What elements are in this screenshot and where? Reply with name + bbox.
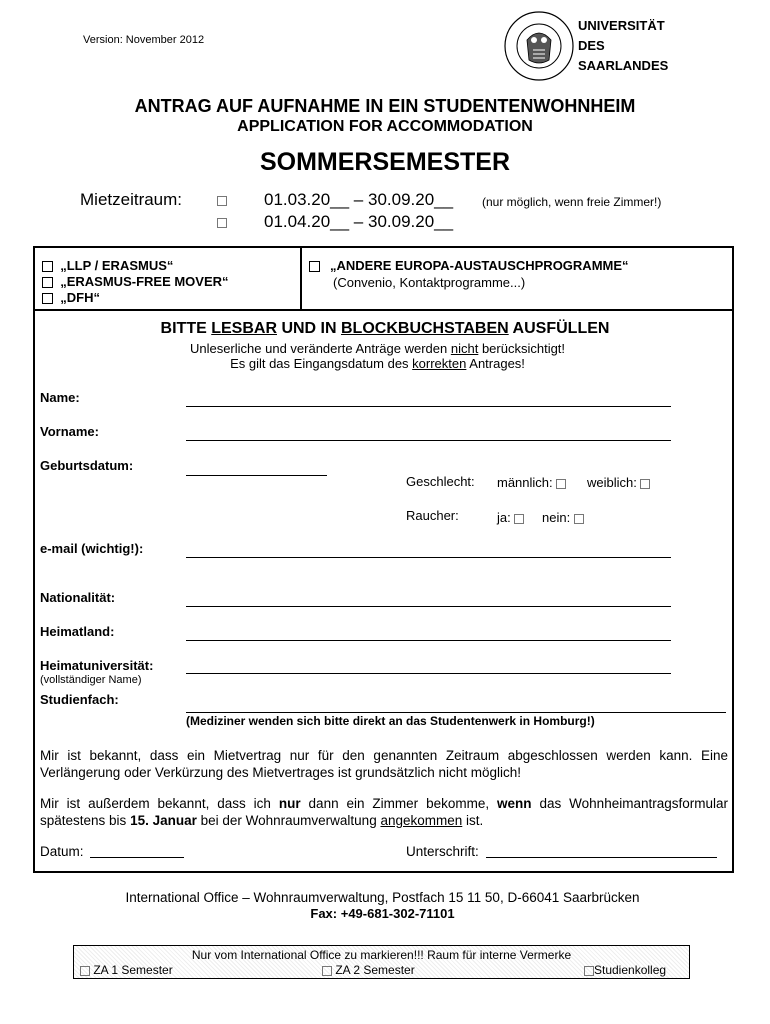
raucher-ja: ja: <box>497 510 524 525</box>
program-erasmus-free-mover-checkbox[interactable] <box>42 277 53 288</box>
unterschrift-field[interactable] <box>486 857 717 858</box>
program-llp-erasmus-checkbox[interactable] <box>42 261 53 272</box>
nationalitaet-label: Nationalität: <box>40 590 116 605</box>
email-label: e-mail (wichtig!): <box>40 541 144 556</box>
name-field[interactable] <box>186 406 671 407</box>
program-dfh[interactable]: „DFH“ <box>42 290 229 306</box>
name-label: Name: <box>40 390 80 405</box>
geschlecht-label: Geschlecht: <box>406 474 475 489</box>
studienfach-field[interactable] <box>186 712 726 713</box>
rental-option1-note: (nur möglich, wenn freie Zimmer!) <box>482 195 662 209</box>
vorname-field[interactable] <box>186 440 671 441</box>
terms-paragraph-2: Mir ist außerdem bekannt, dass ich nur dann ein Zimmer bekomme, wenn das Wohnheimantragsformular spätestens bis 15. Januar bei der Wohnraumverwaltung angekommen ist. <box>40 796 728 828</box>
office-za2: ZA 2 Semester <box>322 963 415 977</box>
raucher-nein: nein: <box>542 510 584 525</box>
version-label: Version: November 2012 <box>83 34 205 46</box>
university-name <box>578 16 668 76</box>
university-seal <box>503 10 575 82</box>
studienfach-label: Studienfach: <box>40 692 119 707</box>
program-llp-erasmus[interactable]: „LLP / ERASMUS“ <box>42 258 229 274</box>
rental-option1: 01.03.20__ – 30.09.20__ <box>264 190 454 209</box>
geschlecht-maennlich-checkbox[interactable] <box>556 479 566 489</box>
terms-paragraph-1: Mir ist bekannt, dass ein Mietvertrag nur für den genannten Zeitraum abgeschlossen werden kann. Eine Verlängerung oder Verkürzung des Mietvertrages ist grundsätzlich nicht möglich! <box>40 748 728 780</box>
office-za1-checkbox[interactable] <box>80 966 90 976</box>
office-studienkolleg-checkbox[interactable] <box>584 966 594 976</box>
datum-field[interactable] <box>90 857 184 858</box>
geschlecht-maennlich: männlich: <box>497 475 566 490</box>
program-list-left <box>42 258 229 306</box>
heimatland-field[interactable] <box>186 640 671 641</box>
program-erasmus-free-mover[interactable]: „ERASMUS-FREE MOVER“ <box>42 274 229 290</box>
heimatuni-field[interactable] <box>186 673 671 674</box>
instructions-heading: BITTE LESBAR UND IN BLOCKBUCHSTABEN AUSFÜLLEN <box>160 320 610 337</box>
university-name-line1: UNIVERSITÄT <box>578 18 665 33</box>
form-subtitle: APPLICATION FOR ACCOMMODATION <box>237 118 533 135</box>
instructions-line1: Unleserliche und veränderte Anträge werden nicht berücksichtigt! <box>189 341 566 356</box>
program-other-checkbox[interactable] <box>309 261 320 272</box>
program-section-bottom <box>33 309 734 311</box>
program-divider <box>300 246 302 310</box>
geburtsdatum-label: Geburtsdatum: <box>40 458 134 473</box>
rental-period-label: Mietzeitraum: <box>80 190 183 209</box>
university-name-line2: DES <box>578 38 605 53</box>
rental-option1-checkbox[interactable] <box>217 196 227 206</box>
vorname-label: Vorname: <box>40 424 99 439</box>
program-other-title: „ANDERE EUROPA-AUSTAUSCHPROGRAMME“ <box>330 258 629 273</box>
datum-label: Datum: <box>40 844 84 859</box>
email-field[interactable] <box>186 557 671 558</box>
footer-fax: Fax: +49-681-302-71101 <box>310 906 455 921</box>
geburtsdatum-field[interactable] <box>186 475 327 476</box>
office-za1: ZA 1 Semester <box>80 963 173 977</box>
heimatuni-label: Heimatuniversität: <box>40 658 154 673</box>
footer-address: International Office – Wohnraumverwaltung, Postfach 15 11 50, D-66041 Saarbrücken <box>125 890 640 905</box>
geschlecht-weiblich-checkbox[interactable] <box>640 479 650 489</box>
nationalitaet-field[interactable] <box>186 606 671 607</box>
unterschrift-label: Unterschrift: <box>406 844 479 859</box>
raucher-ja-checkbox[interactable] <box>514 514 524 524</box>
office-box-title: Nur vom International Office zu markieren!!! Raum für interne Vermerke <box>191 948 572 962</box>
semester-title: SOMMERSEMESTER <box>259 148 511 176</box>
program-dfh-checkbox[interactable] <box>42 293 53 304</box>
heimatland-label: Heimatland: <box>40 624 115 639</box>
mediziner-note: (Mediziner wenden sich bitte direkt an das Studentenwerk in Homburg!) <box>186 714 595 728</box>
office-za2-checkbox[interactable] <box>322 966 332 976</box>
raucher-nein-checkbox[interactable] <box>574 514 584 524</box>
program-other-subtitle: (Convenio, Kontaktprogramme...) <box>333 275 526 290</box>
geschlecht-weiblich: weiblich: <box>587 475 650 490</box>
university-name-line3: SAARLANDES <box>578 58 669 73</box>
raucher-label: Raucher: <box>406 508 459 523</box>
office-studienkolleg: Studienkolleg <box>584 963 666 977</box>
rental-option2: 01.04.20__ – 30.09.20__ <box>264 212 454 231</box>
form-title: ANTRAG AUF AUFNAHME IN EIN STUDENTENWOHNHEIM <box>134 96 636 116</box>
instructions-line2: Es gilt das Eingangsdatum des korrekten Antrages! <box>230 356 525 371</box>
rental-option2-checkbox[interactable] <box>217 218 227 228</box>
heimatuni-sublabel: (vollständiger Name) <box>40 674 142 686</box>
